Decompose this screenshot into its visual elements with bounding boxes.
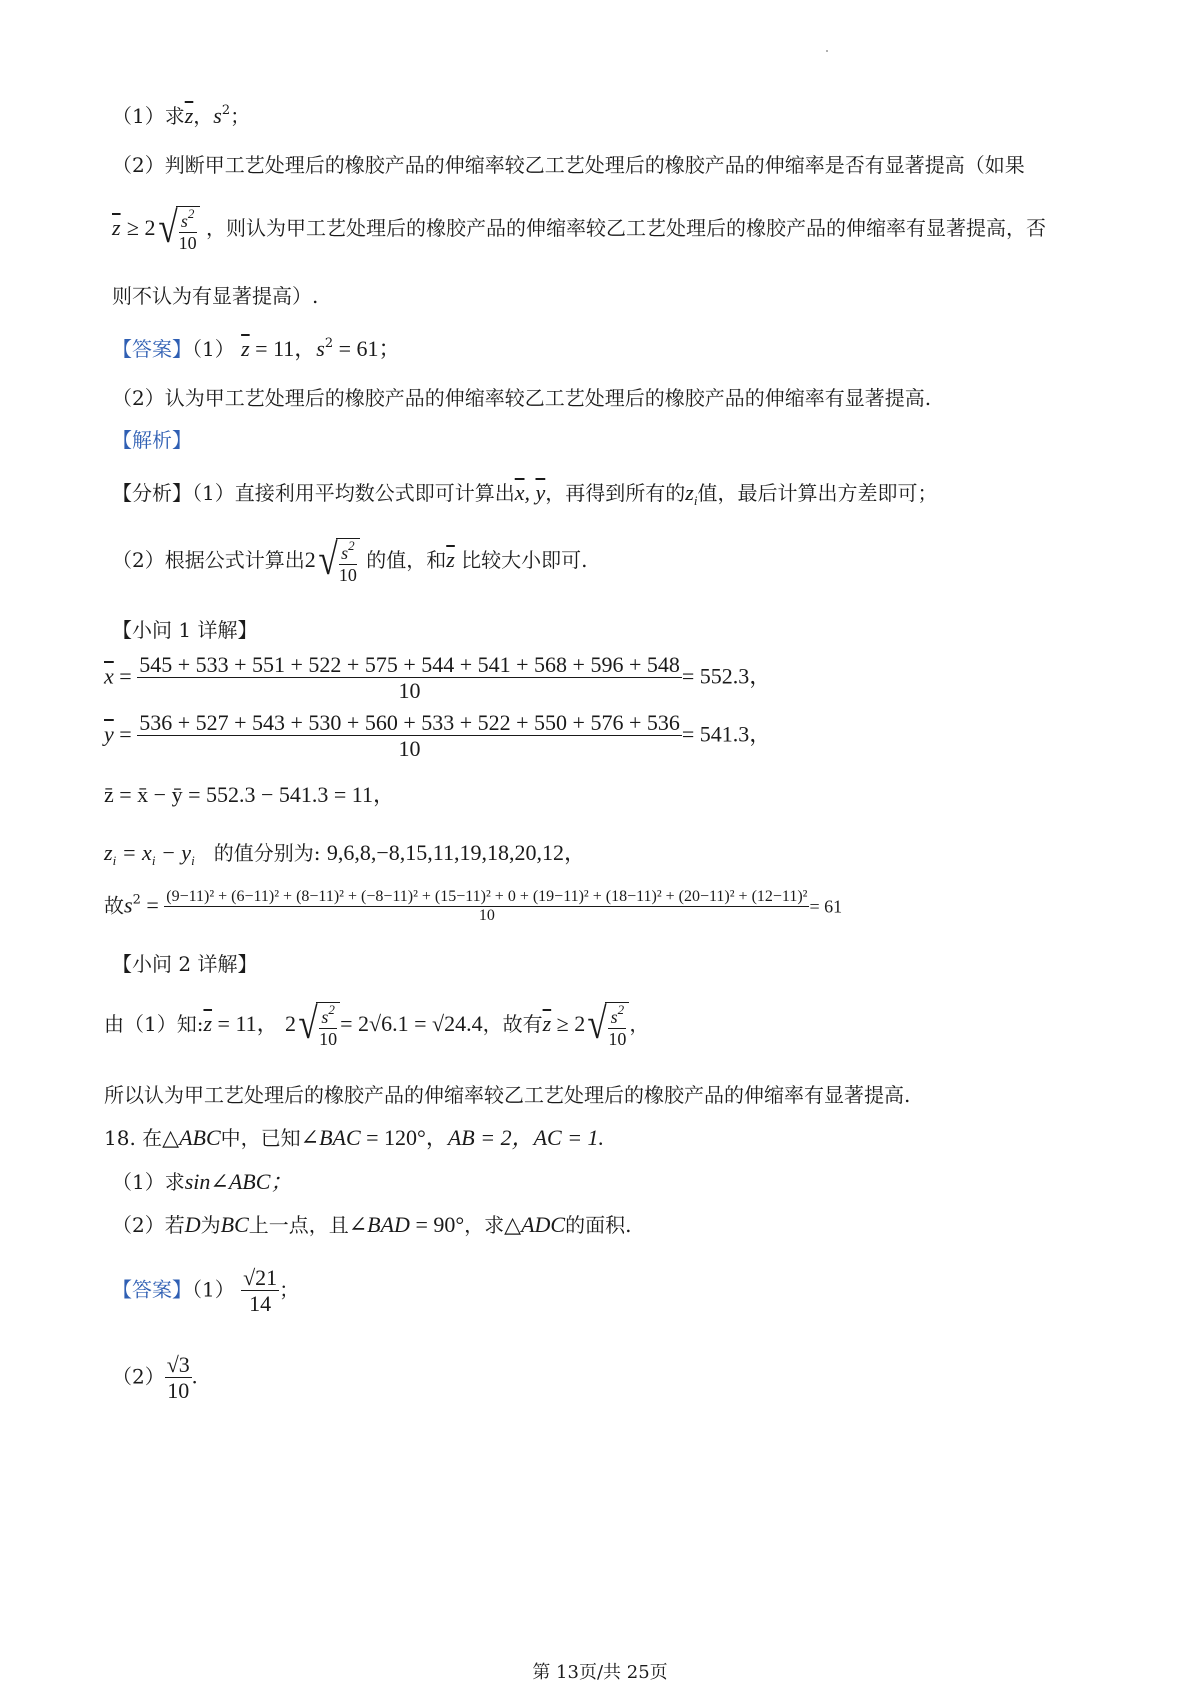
q18-stem-a: 18. 在 bbox=[104, 1126, 163, 1150]
fenxi-2c: 比较大小即可. bbox=[461, 548, 588, 573]
s2-denominator: 10 bbox=[478, 907, 495, 925]
q18-answer-2: （2） $\frac{√3}{10}$ . bbox=[112, 1352, 198, 1404]
q17-part1-text: （1）求 bbox=[112, 104, 185, 128]
q18-p2b: 为 bbox=[200, 1213, 221, 1237]
xbar-result: = 552.3， bbox=[681, 663, 772, 689]
answer-1-prefix: （1） bbox=[192, 337, 235, 361]
sub2-a: 由（1）知: bbox=[104, 1012, 204, 1037]
sub2-c: ，故有 bbox=[482, 1012, 543, 1037]
gu-text: 故 bbox=[104, 893, 124, 918]
xbar-denominator: 10 bbox=[398, 678, 421, 704]
geq-2: ≥ 2 bbox=[126, 215, 156, 241]
q18-p2a: （2）若 bbox=[112, 1213, 185, 1237]
q18-answer-tag: 【答案】 bbox=[112, 1277, 192, 1302]
zbar-equation: z̄ = x̄ − ȳ = 552.3 − 541.3 = 11， bbox=[104, 782, 395, 807]
s2-equation: 故$s^2$ = (9−11)² + (6−11)² + (8−11)² + (−8−11)² + (15−11)² + 0 + (19−11)² + (18−11)² + (20−11)² + (12−11)² 10 = 61 bbox=[104, 888, 843, 925]
fenxi-2b: 的值，和 bbox=[366, 548, 447, 573]
s-symbol: s bbox=[213, 103, 222, 128]
sub2-b: = 2√6.1 = √24.4 bbox=[340, 1011, 483, 1037]
q18-p2d: ，求 bbox=[464, 1213, 505, 1237]
sub2-line: 由（1）知$:\overline{z} = 11$， 2 √ $\frac{s^2}{10}$ = 2√6.1 = √24.4，故有$\overline{z} \ge 2$ √ $\frac{s^2}{10}$ ， bbox=[104, 999, 650, 1049]
ybar-denominator: 10 bbox=[398, 736, 421, 762]
fenxi-1a: （1）直接利用平均数公式即可计算出 bbox=[192, 481, 515, 505]
answer-tag: 【答案】 bbox=[112, 337, 192, 361]
analysis-tag: 【解析】 bbox=[112, 428, 192, 452]
fenxi-2: （2）根据公式计算出2 √ $\frac{s^2}{10}$ 的值，和$\overline{z}$ 比较大小即可. bbox=[112, 535, 588, 585]
q18-p2e: 的面积. bbox=[565, 1213, 632, 1237]
q17-part2: （2）判断甲工艺处理后的橡胶产品的伸缩率较乙工艺处理后的橡胶产品的伸缩率是否有显著提高（如果 bbox=[112, 153, 1025, 177]
q18-stem-b: 中，已知 bbox=[220, 1126, 301, 1150]
fenxi-1c: 值，最后计算出方差即可； bbox=[697, 481, 938, 505]
zbar-symbol: $\overline{z}$ bbox=[112, 215, 121, 241]
q18-stem-c: AB = 2，AC = 1. bbox=[447, 1125, 605, 1150]
fenxi-1b: ，再得到所有的 bbox=[545, 481, 686, 505]
q18-part1 bbox=[112, 1171, 292, 1193]
ybar-result: = 541.3， bbox=[681, 721, 772, 747]
q18-p2c: 上一点，且 bbox=[248, 1213, 349, 1237]
xbar-equation: $\overline{x}$ = $\frac{545 + 533 + 551 + 522 + 575 + 544 + 541 + 568 + 596 + 548}{10}$ = 552.3， bbox=[104, 652, 772, 704]
q18-ans1-prefix: （1） bbox=[192, 1277, 235, 1302]
q18-p1-expr: sin∠ABC； bbox=[184, 1169, 293, 1194]
q18-part2: （2）若D为BC上一点，且∠BAD = 90°，求△ADC的面积. bbox=[112, 1212, 632, 1237]
ans1-denominator: 14 bbox=[249, 1291, 272, 1317]
zi-values-line: $z_i = x_i - y_i$ 的值分别为: 9,6,8,−8,15,11,19,18,20,12， bbox=[104, 840, 586, 868]
zi-values: 9,6,8,−8,15,11,19,18,20,12， bbox=[326, 840, 586, 865]
q18-stem: 18. 在△ABC中，已知∠BAC = 120°，AB = 2，AC = 1. bbox=[104, 1125, 605, 1150]
sqrt-s2-over-10: √ $\frac{s^2}{10}$ bbox=[156, 206, 200, 253]
q18-p1: （1）求 bbox=[112, 1170, 185, 1194]
q17-part2-text-b: ，则认为甲工艺处理后的橡胶产品的伸缩率较乙工艺处理后的橡胶产品的伸缩率有显著提高，否 bbox=[206, 216, 1047, 241]
q17-part2-c: 则不认为有显著提高）. bbox=[112, 284, 319, 308]
q17-answer-1: 【答案】（1） $\overline{z} = 11$，$s^2 = 61$； bbox=[112, 336, 401, 361]
ybar-equation: $\overline{y}$ = $\frac{536 + 527 + 543 + 530 + 560 + 533 + 522 + 550 + 576 + 536}{10}$ = 541.3， bbox=[104, 710, 772, 762]
ans2-denominator: 10 bbox=[167, 1378, 190, 1404]
scan-dot bbox=[826, 50, 828, 52]
q17-part1: （1）求$\overline{z}$，$s^2$； bbox=[112, 103, 251, 128]
ans2-numerator: √3 bbox=[166, 1352, 190, 1377]
q17-conclusion: 所以认为甲工艺处理后的橡胶产品的伸缩率较乙工艺处理后的橡胶产品的伸缩率有显著提高. bbox=[104, 1083, 911, 1107]
page-footer: 第 13页/共 25页 bbox=[532, 1662, 668, 1683]
zi-label: 的值分别为: bbox=[213, 841, 321, 865]
sq-sup: 2 bbox=[221, 103, 231, 118]
ans1-numerator: √21 bbox=[243, 1265, 278, 1290]
q17-answer-2: （2）认为甲工艺处理后的橡胶产品的伸缩率较乙工艺处理后的橡胶产品的伸缩率有显著提高. bbox=[112, 386, 932, 410]
sub2-tag: 【小问 2 详解】 bbox=[112, 952, 258, 976]
q18-ans2-prefix: （2） bbox=[112, 1364, 165, 1389]
q17-part2-condition bbox=[112, 203, 1047, 253]
fenxi-2a: （2）根据公式计算出 bbox=[112, 548, 305, 573]
zbar-symbol: $\overline{z}$ bbox=[184, 103, 194, 128]
xbar-numerator: 545 + 533 + 551 + 522 + 575 + 544 + 541 + 568 + 596 + 548 bbox=[139, 652, 680, 677]
fenxi-tag: 【分析】 bbox=[112, 481, 192, 505]
ybar-numerator: 536 + 527 + 543 + 530 + 560 + 533 + 522 + 550 + 576 + 536 bbox=[139, 710, 680, 735]
s2-result: = 61 bbox=[809, 896, 843, 917]
q18-answer-1: 【答案】（1） $\frac{√21}{14}$ ； bbox=[112, 1265, 300, 1317]
fenxi-1: 【分析】（1）直接利用平均数公式即可计算出$\overline{x}$, $\overline{y}$，再得到所有的$z_i$值，最后计算出方差即可； bbox=[112, 480, 938, 508]
s2-numerator: (9−11)² + (6−11)² + (8−11)² + (−8−11)² + (15−11)² + 0 + (19−11)² + (18−11)² + (20−11)² + (12−11)² bbox=[164, 888, 809, 907]
sub1-tag: 【小问 1 详解】 bbox=[112, 618, 258, 642]
